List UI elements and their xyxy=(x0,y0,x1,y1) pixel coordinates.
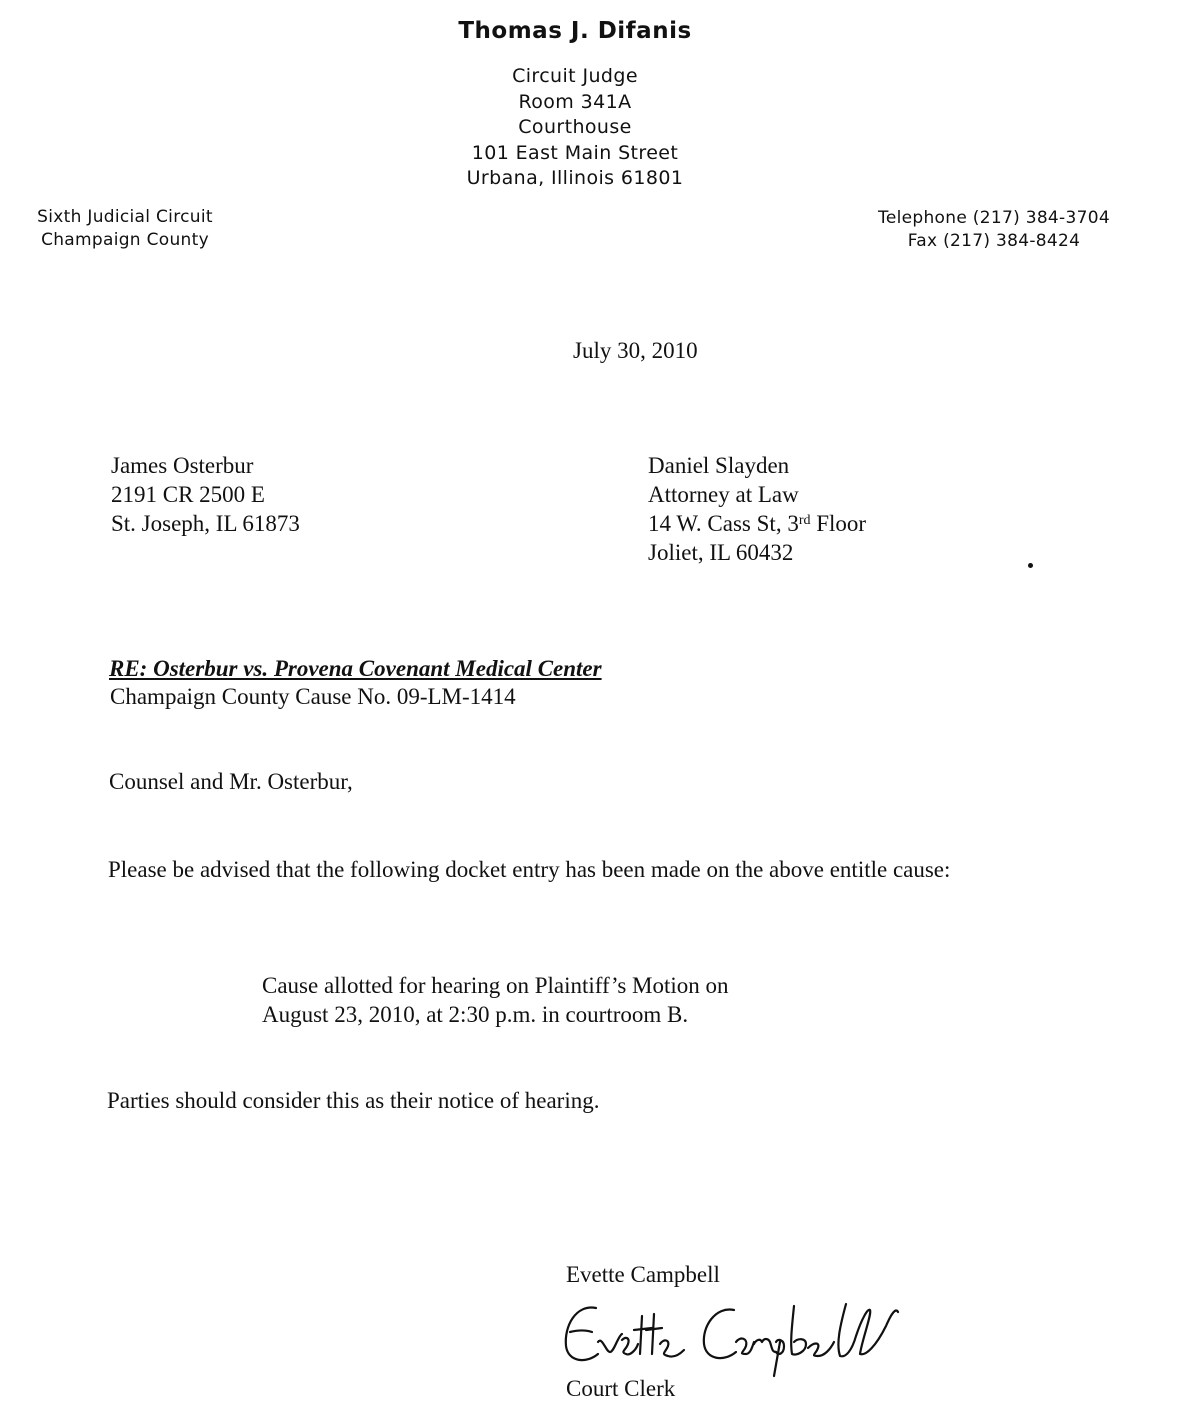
street-part: 14 W. Cass St, 3 xyxy=(648,511,799,536)
contact-block xyxy=(858,207,1130,253)
letter-date: July 30, 2010 xyxy=(573,338,698,363)
recipient-name: James Osterbur xyxy=(111,453,254,478)
notice-paragraph: Parties should consider this as their notice of hearing. xyxy=(107,1088,600,1113)
office-line-title: Circuit Judge xyxy=(512,65,638,87)
recipient-name: Daniel Slayden xyxy=(648,453,790,478)
salutation: Counsel and Mr. Osterbur, xyxy=(109,769,353,794)
scan-speck xyxy=(1028,563,1033,568)
recipient-street xyxy=(648,509,866,538)
office-line-building: Courthouse xyxy=(518,116,632,138)
recipient-street: 2191 CR 2500 E xyxy=(111,482,265,507)
office-line-street: 101 East Main Street xyxy=(471,141,679,164)
floor-part: Floor xyxy=(810,511,867,536)
office-line-room: Room 341A xyxy=(518,90,632,113)
recipient-city: St. Joseph, IL 61873 xyxy=(111,511,300,536)
recipient-osterbur xyxy=(111,451,300,538)
ordinal-suffix: rd xyxy=(798,513,811,528)
telephone-number: Telephone (217) 384-3704 xyxy=(878,208,1110,228)
judge-name: Thomas J. Difanis xyxy=(458,18,692,44)
county-name: Champaign County xyxy=(41,230,209,250)
docket-entry xyxy=(262,971,729,1029)
office-address xyxy=(0,64,1150,192)
handwritten-signature xyxy=(556,1296,906,1378)
docket-line: Cause allotted for hearing on Plaintiff’s Motion on xyxy=(262,973,729,998)
clerk-title: Court Clerk xyxy=(566,1376,676,1401)
circuit-block xyxy=(20,206,230,252)
recipient-city: Joliet, IL 60432 xyxy=(648,540,794,565)
recipient-title: Attorney at Law xyxy=(648,482,799,507)
cause-number: Champaign County Cause No. 09-LM-1414 xyxy=(110,684,516,709)
fax-number: Fax (217) 384-8424 xyxy=(907,231,1081,251)
docket-line: August 23, 2010, at 2:30 p.m. in courtroom B. xyxy=(262,1002,689,1027)
advisory-paragraph: Please be advised that the following docket entry has been made on the above entitle cause: xyxy=(108,857,951,882)
recipient-slayden xyxy=(648,451,866,567)
circuit-name: Sixth Judicial Circuit xyxy=(37,207,213,227)
re-line: RE: Osterbur vs. Provena Covenant Medical Center xyxy=(109,656,602,681)
office-line-city: Urbana, Illinois 61801 xyxy=(466,167,684,189)
clerk-name: Evette Campbell xyxy=(566,1262,720,1287)
